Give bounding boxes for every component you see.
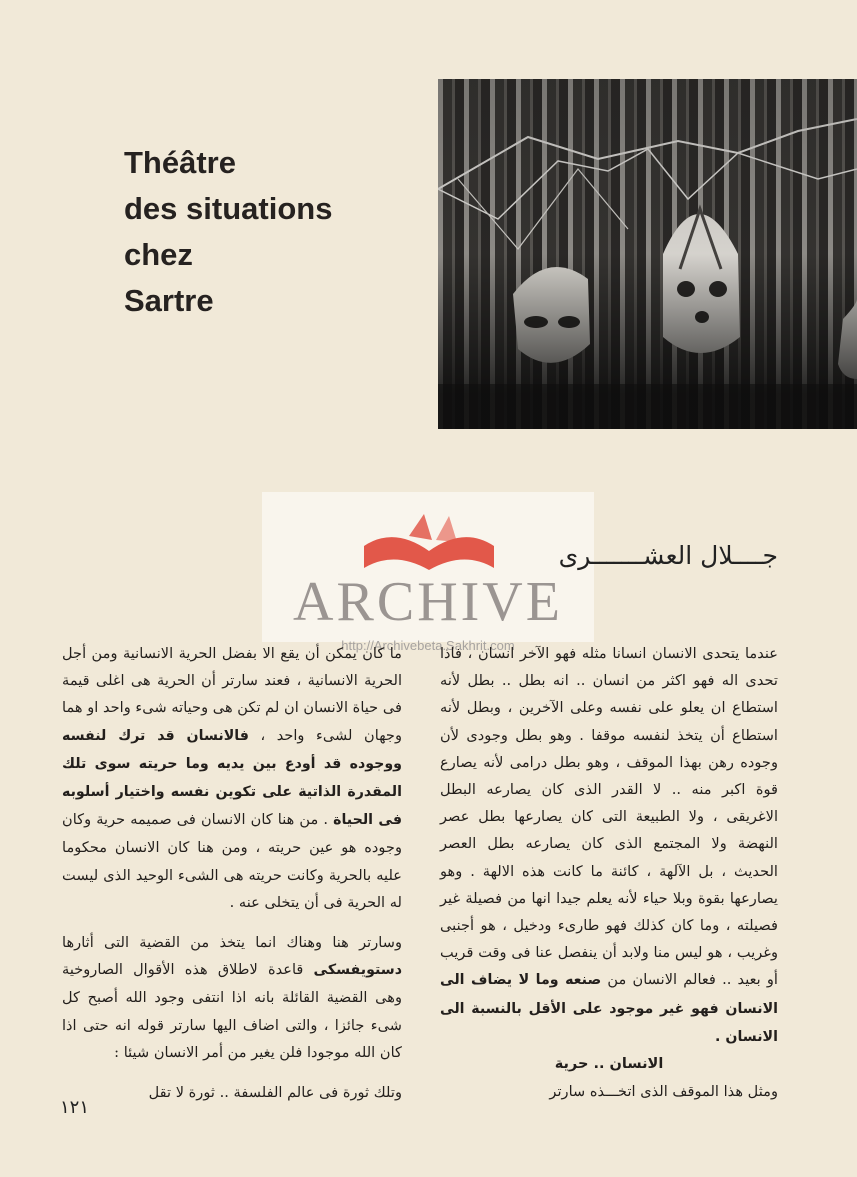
paragraph-text: . من هنا كان الانسان فى صميمه حرية وكان وجوده هو عين حريته ، ومن هنا كان الانسان محكوما عليه بالحرية وكانت حريته هى الشىء الوحيد الذى ليست له الحرية فى أن يتخلى عنه . xyxy=(62,811,402,911)
paragraph xyxy=(440,640,778,1051)
paragraph: ومثل هذا الموقف الذى اتخـــذه سارتر xyxy=(549,1083,778,1101)
photo-shading xyxy=(438,79,857,429)
stage-photo xyxy=(438,79,857,429)
author-name: جــــلال العشـــــــرى xyxy=(558,541,778,570)
left-column xyxy=(62,640,402,1106)
page-number: ١٢١ xyxy=(60,1097,90,1118)
title-line: Sartre xyxy=(124,283,214,318)
bold-text: دستويفسكى xyxy=(313,962,402,979)
title-line: Théâtre xyxy=(124,145,236,180)
right-column xyxy=(440,640,778,1105)
paragraph-text: عندما يتحدى الانسان انسانا مثله فهو الآخر انسان ، فاذا تحدى اله فهو اكثر من انسان .. انه بطل .. بطل لأنه استطاع ان يعلو على نفسه وعلى الآخرين ، وبطل لأنه استطاع أن يتخذ لنفسه موقفا . وهو بطل وجودى لأن وجوده رهن بهذا الموقف ، وهو بطل درامى لأنه يصارع قوة اكبر منه .. لا القدر الذى كان يصارعه البطل الاغريقى ، ولا الطبيعة التى كان يصارعها بطل عصر النهضة ولا المجتمع الذى كان يصارعه بطل العصر الحديث ، بل الآلهة ، كائنة ما كانت هذه الالهة . وهو يصارعها بقوة وبلا حياء لأنه يعلم جيدا انها من فصيلة غير فصيلته ، وما كان كذلك فهو طارىء ودخيل ، هو أجنبى وغريب ، هو ليس منا ولابد أن ينفصل عنا فى وقت قريب أو بعيد .. فعالم الانسان من xyxy=(440,645,778,989)
title-line: chez xyxy=(124,237,193,272)
paragraph-text: قاعدة لاطلاق هذه الأقوال الصاروخية وهى القضية القائلة بانه اذا انتفى وجود الله أصبح كل شىء جائزا ، والتى اضاف اليها سارتر قوله انه حتى اذا كان الله موجودا فلن يغير من أمر الانسان شيئا : xyxy=(62,961,402,1061)
paragraph-gap xyxy=(62,916,402,929)
paragraph xyxy=(62,929,402,1066)
paragraph: وتلك ثورة فى عالم الفلسفة .. ثورة لا تقل xyxy=(148,1084,402,1102)
bold-text: فالانسان قد ترك لنفسه ووجوده قد أودع بين يديه وما حريته سوى تلك المقدرة الذاتية على تكوين نفسه واختيار أسلوبه فى الحياة xyxy=(62,727,402,829)
title-line: des situations xyxy=(124,191,333,226)
article-title xyxy=(124,140,424,324)
paragraph-text: ما كان يمكن أن يقع الا بفضل الحرية الانسانية ومن أجل الحرية الانسانية ، فعند سارتر أن الحرية هى اغلى قيمة فى حياة الانسان ان لم تكن هى وحياته شىء واحد او هما وجهان لشىء واحد ، xyxy=(62,645,402,744)
paragraph-text: وسارتر هنا وهناك انما يتخذ من القضية التى أثارها xyxy=(62,934,402,952)
paragraph xyxy=(62,640,402,916)
paragraph-gap xyxy=(62,1066,402,1079)
watermark-url: http://Archivebeta.Sakhrit.com xyxy=(341,638,515,653)
watermark-text: ARCHIVE xyxy=(293,571,563,633)
bold-text: صنعه وما لا يضاف الى الانسان فهو غير موجود على الأقل بالنسبة الى الانسان . xyxy=(440,972,778,1045)
subheading: الانسان .. حرية xyxy=(554,1056,664,1073)
